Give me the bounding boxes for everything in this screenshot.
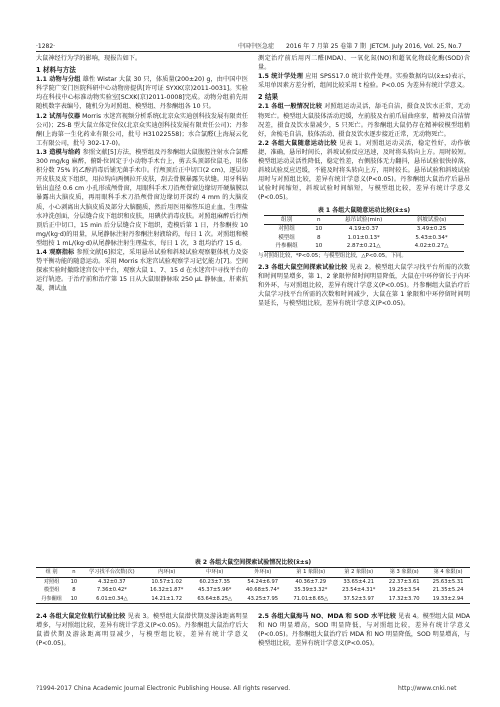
table-2-header: 第 3 象限(s) bbox=[389, 569, 419, 575]
table-cell: 8 bbox=[72, 587, 76, 593]
paragraph-1-4-cont: 测定治疗前后用丙二醛(MDA)、一氧化氮(NO)和超氧化物歧化酶(SOD)含量。 bbox=[258, 55, 470, 72]
subheading-2-2: 2.2 各组大鼠随意运动比较 bbox=[258, 139, 337, 147]
table-1-header: 悬吊试验(min) bbox=[345, 216, 383, 223]
table-cell: 6.01±0.34△ bbox=[96, 595, 128, 602]
table-1-caption: 表 1 各组大鼠随意运动比较(x̄±s) bbox=[317, 206, 411, 214]
table-cell: 2.87±0.21△ bbox=[346, 243, 381, 249]
table-row bbox=[264, 225, 464, 234]
table-cell: 10 bbox=[70, 578, 78, 585]
table-cell: 63.64±8.25△ bbox=[197, 595, 233, 602]
table-cell: 19.25±3.54 bbox=[388, 587, 420, 593]
table-cell: 45.37±5.96* bbox=[198, 587, 232, 593]
table-cell: 71.01±8.65△ bbox=[293, 595, 329, 602]
page-number: ·1282· bbox=[36, 43, 56, 50]
paragraph-1-5: 应用 SPSS17.0 统计软件处理。实验数据均以(x̄±s)表示，采用单因素方差分析，组间比较采用 t 检验。P<0.05 为差异有统计学意义。 bbox=[258, 73, 470, 90]
copyright-notice: ?1994-2017 China Academic Journal Electronic Publishing House. All rights reserved. bbox=[36, 685, 291, 692]
table-cell: 14.21±1.72 bbox=[151, 595, 183, 602]
table-cell: 模型组 bbox=[43, 587, 60, 593]
table-cell: 4.02±0.27△ bbox=[414, 243, 449, 249]
subheading-1-1: 1.1 动物与分组 bbox=[36, 76, 81, 84]
table-row bbox=[36, 595, 470, 604]
table-1-note: 与对照组比较，*P<0.05；与模型组比较，△P<0.05。下同。 bbox=[258, 252, 407, 259]
table-cell: 40.36±7.29 bbox=[295, 578, 327, 585]
left-column bbox=[36, 54, 248, 293]
table-1-header: n bbox=[316, 216, 321, 223]
paragraph-2-3: 见表 2。模型组大鼠学习找平台所需的次数和时间明显增多，第 1、2 象限停留时间明显降低，大鼠在中环停留长于内环和外环，与对照组比较，差异有统计学意义(P<0.05)。丹参酮组大鼠治疗后大鼠学习找平台所需的次数和时间减少，大鼠在第 1 象限和中环停留时间明显延长，与模型组比较，差异有统计学意义(P<0.05)。 bbox=[258, 263, 470, 307]
header-rule bbox=[36, 51, 470, 52]
table-cell: 丹参酮组 bbox=[275, 243, 298, 249]
table-cell: 3.49±0.25 bbox=[416, 226, 447, 232]
table-cell: 21.35±5.24 bbox=[432, 587, 464, 593]
paragraph-2-1: 对照组运动灵活，舔毛自洁，摄食及饮水正常，无动物死亡。模型组大鼠肢体活动迟缓，左前肢及右前爪屈曲痉挛，精神及自洁情况差，摄食及饮水量减少，5 只死亡。丹参酮组大鼠仍存在精神较模型组稍好，舍梳毛自洁，肢体活动、摄食及饮水逐步接近正常，无动物死亡。 bbox=[258, 103, 471, 138]
subheading-1-4: 1.4 观察指标 bbox=[36, 248, 75, 256]
table-cell: 17.32±3.70 bbox=[388, 595, 420, 602]
table-cell: 10 bbox=[315, 243, 323, 249]
table-cell: 10.57±1.02 bbox=[151, 578, 183, 585]
table-2-header: 第 2 象限(s) bbox=[344, 569, 374, 575]
issue-en: JETCM. July 2016, Vol. 25, No.7 bbox=[370, 43, 462, 50]
section-heading-results: 2 结果 bbox=[258, 93, 279, 102]
table-cell: 1.01±0.13* bbox=[347, 234, 380, 241]
table-cell: 54.24±6.97 bbox=[247, 578, 279, 585]
table-1-header: 斜坡试验(s) bbox=[416, 216, 447, 223]
table-row bbox=[264, 242, 464, 251]
section-heading-methods: 1 材料与方法 bbox=[36, 66, 76, 75]
table-cell: 25.63±5.31 bbox=[432, 578, 464, 585]
table-cell: 10 bbox=[70, 595, 78, 602]
table-1-header: 组别 bbox=[281, 216, 293, 223]
table-cell: 37.52±3.97 bbox=[343, 595, 375, 602]
table-cell: 模型组 bbox=[278, 234, 295, 241]
paragraph-1-2: Morris 水迷宫视频分析系统(北京众实迪创科技发展有限责任公司)；ZS-B 型大鼠立体定位仪(北京众实迪创科技发展有限责任公司)；丹参酮(上海第一生化药业有限公司，批号 H31022558)；水合氯醛(上海展云化工有限公司，批号 302-17-0)。 bbox=[36, 112, 249, 147]
table-2-header: 第 4 象限(s) bbox=[433, 569, 463, 575]
issue-cn: 2016 年 7 月第 25 卷第 7 期 bbox=[286, 43, 366, 50]
table-cell: 35.39±3.32* bbox=[294, 587, 328, 593]
subheading-2-5: 2.5 各组大鼠海马 NO、MDA 和 SOD 水平比较 bbox=[258, 613, 396, 620]
table-cell: 8 bbox=[316, 234, 321, 241]
bottom-left-column bbox=[36, 612, 248, 648]
paragraph-2-5: 见表 4。模型组大鼠 MDA 和 NO 明显增高，SOD 明显降低，与对照组比较，差异有统计学意义(P<0.05)。丹参酮组大鼠治疗后 MDA 和 NO 明显降低，SOD 明显增高，与模型组比较，差异有统计学意义(P<0.05)。 bbox=[258, 613, 471, 648]
bottom-right-column bbox=[258, 612, 470, 648]
table-2-caption: 表 2 各组大鼠空间探索试验情况比较(x̄±s) bbox=[194, 559, 312, 566]
table-2-header: 内环(s) bbox=[158, 569, 176, 575]
table-cell: 4.32±0.37 bbox=[98, 578, 126, 585]
table-cell: 对照组 bbox=[43, 578, 60, 585]
table-cell: 丹参酮组 bbox=[41, 595, 62, 602]
right-column bbox=[258, 54, 470, 308]
table-row bbox=[36, 577, 470, 586]
table-cell: 7.36±0.42* bbox=[96, 587, 127, 593]
table-1 bbox=[258, 206, 470, 260]
table-2-header: 中环(s) bbox=[206, 569, 224, 575]
table-cell: 23.54±4.31* bbox=[342, 587, 376, 593]
subheading-1-5: 1.5 统计学处理 bbox=[258, 73, 304, 81]
subheading-2-4: 2.4 各组大鼠定位航行试验比较 bbox=[36, 613, 126, 620]
table-1-grid bbox=[264, 215, 464, 252]
table-cell: 16.32±1.87* bbox=[150, 587, 184, 593]
subheading-1-3: 1.3 造模与给药 bbox=[36, 148, 81, 156]
paragraph-1-1: 雄性 Wistar 大鼠 30 只，体质量(200±20) g，由中国中医科学院广安门医院科研中心动物房提供[许可证 SYXK(京)2011-0031]。实验均在科技中心标准动物实验室[SCXK(京)2011-0008]完成。动物分组前先用随机数字表编号，随机分为对照组、模型组、丹参酮组各 10 只。 bbox=[36, 76, 248, 111]
table-2-header: 外环(s) bbox=[254, 569, 272, 575]
table-2-header: 组 别 bbox=[45, 569, 58, 575]
table-cell: 4.19±0.37 bbox=[348, 226, 379, 232]
intro-tail: 大鼠神经行为学的影响，现报告如下。 bbox=[36, 55, 142, 62]
site-link[interactable]: http://www.cnki.net bbox=[398, 685, 457, 692]
table-cell: 40.68±5.74* bbox=[246, 587, 280, 593]
table-2-header: n bbox=[72, 569, 76, 575]
table-2-header: 学习找平台次数(次) bbox=[89, 569, 135, 575]
subheading-1-2: 1.2 试剂与仪器 bbox=[36, 112, 81, 120]
table-2-header: 第 1 象限(s) bbox=[296, 569, 326, 575]
table-cell: 对照组 bbox=[278, 226, 295, 232]
table-cell: 43.25±7.95 bbox=[247, 595, 279, 602]
table-2-grid bbox=[36, 567, 470, 604]
paragraph-2-4: 见表 3。模型组大鼠潜伏期及游泳距离明显增多，与对照组比较，差异有统计学意义(P<0.05)。丹参酮组大鼠治疗后大鼠潜伏期及游泳距离明显减少，与模型组比较，差异有统计学意义(P<0.05)。 bbox=[36, 613, 248, 648]
table-cell: 22.37±3.61 bbox=[388, 578, 420, 585]
paragraph-2-2: 见表 1。对照组运动灵活，稳定性好，动作敏捷，准确，悬吊时间长，斜坡试验反应迅速，及时将头转向上方。用时较短。模型组运动灵活性降低，稳定性差，右侧肢体无力翻抖，悬吊试验很快掉落，斜坡试验反应迟缓，不能及时将头转向上方，用时较长。悬吊试验和斜坡试验用时与对照组比较，差异有统计学意义(P<0.05)。丹参酮组大鼠治疗后悬吊试验时间缩短，斜坡试验时间缩短，与模型组比较，差异有统计学意义(P<0.05)。 bbox=[258, 139, 471, 202]
table-cell: 10 bbox=[315, 226, 323, 232]
paragraph-1-4: 参照文献[6]拟定，采用悬吊试验和斜坡试验观察躯体机力及姿势平衡功能的随意运动。采用 Morris 水迷宫试验观察学习记忆能力[7]。空间探索实验时撤除迷宫仪中平台，观察大鼠 1、7、15 d 在水迷宫中寻找平台的运行轨迹。于治疗前和治疗第 15 日从大鼠眼静脉取 250 μL 静脉血，肝素抗凝，测试血 bbox=[36, 248, 248, 293]
journal-name: 中国中医急症 bbox=[238, 43, 275, 50]
table-cell: 33.65±4.21 bbox=[343, 578, 375, 585]
subheading-2-3: 2.3 各组大鼠空间探索试验比较 bbox=[258, 263, 348, 271]
table-cell: 60.23±7.35 bbox=[199, 578, 231, 585]
table-cell: 19.33±2.94 bbox=[432, 595, 464, 602]
paragraph-1-3: 参照文献[5]方法，模型组及丹参酮组大鼠腹腔注射水合氯醛 300 mg/kg 麻醉，俯卧位固定于小动物手术台上，剪去头顶部位鼠毛，用体积分数 75% 的乙醇消毒后铺无菌手术巾。行颅顶后正中切口(2 cm)，逐层切开皮肤及皮下组织，用拉钩向两侧拉开皮肤，刮去骨膜暴露矢状缝。用牙科钻钻出直径 0.6 cm 小孔形成颅骨窗，用眼科手术刀沿颅骨窗边缘切开硬脑膜以暴露出大脑皮质，再用眼科手术刀沿颅骨窗边缘切开深约 4 mm 的大脑皮质，小心剥离出大脑皮质及部分大脑髓质，然后用医用棉签压迫止血，生理盐水冲洗创面，分层缝合皮下组织和皮肤，用碘伏消毒皮肤。对照组麻醉后行颅顶后正中切口，15 min 后分层缝合皮下组织，造模后第 1 日，丹参酮按 10 mg/(kg·d)的用量，从尾静脉注射丹参酮注射液给药，每日 1 次。对照组和模型组按 1 mL/(kg·d)从尾静脉注射生理盐水，每日 1 次，3 组均治疗 15 d。 bbox=[36, 148, 248, 247]
table-row bbox=[36, 586, 470, 595]
table-2 bbox=[36, 558, 470, 604]
subheading-2-1: 2.1 各组一般情况比较 bbox=[258, 103, 323, 111]
table-cell: 5.43±0.34* bbox=[415, 234, 448, 241]
table-row bbox=[264, 234, 464, 243]
